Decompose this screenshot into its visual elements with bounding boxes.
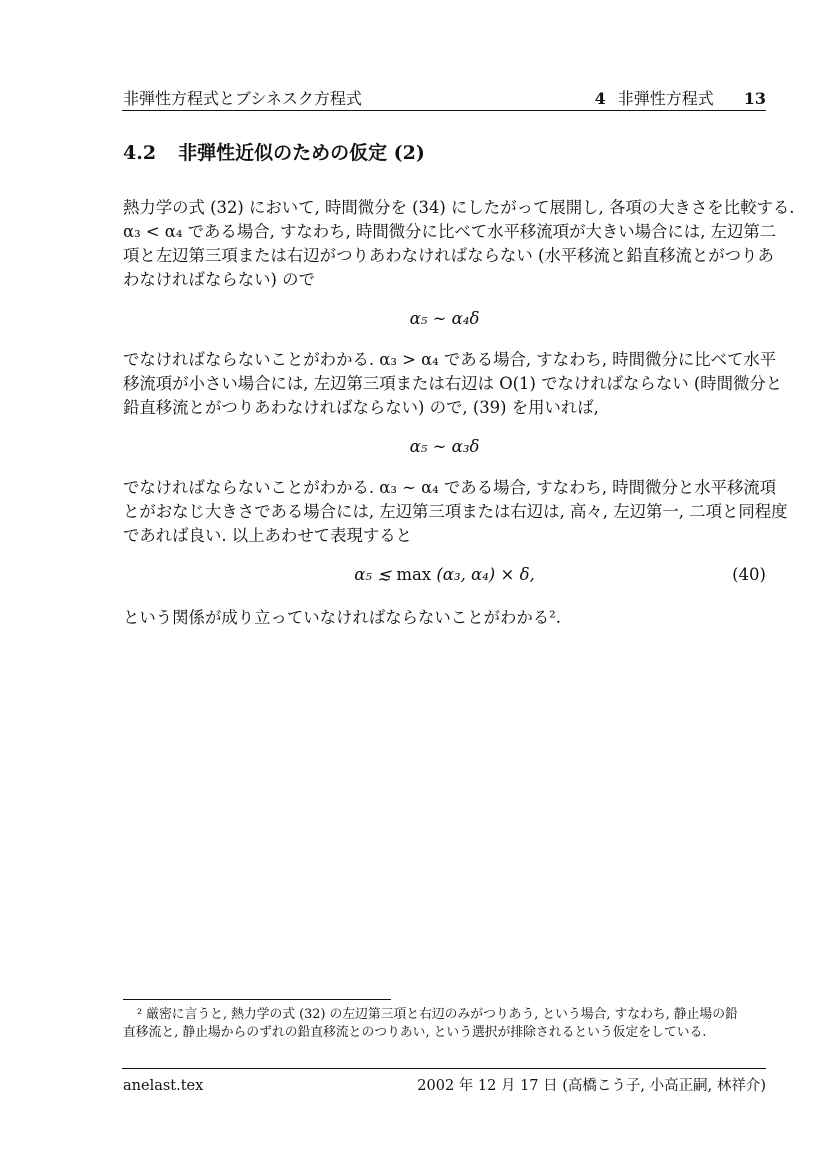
max-operator: max: [396, 565, 432, 584]
section-heading: [123, 138, 425, 165]
text-line: わなければならない) ので: [123, 270, 315, 289]
text-line: 鉛直移流とがつりあわなければならない) ので, (39) を用いれば,: [123, 398, 599, 417]
text-line: 熱力学の式 (32) において, 時間微分を (34) にしたがって展開し, 各項の大きさを比較する.: [123, 198, 795, 217]
equation-body: α₅ ∼ α₃δ: [409, 437, 480, 456]
text-line: でなければならないことがわかる. α₃ > α₄ である場合, すなわち, 時間微分に比べて水平: [123, 350, 777, 369]
running-title: 非弾性方程式とブシネスク方程式: [123, 89, 362, 108]
paragraph: [123, 196, 795, 292]
section-heading-number: 4.2: [123, 142, 157, 164]
footnote-line: 直移流と, 静止場からのずれの鉛直移流とのつりあい, という選択が排除されるという仮定をしている.: [123, 1024, 707, 1040]
footnote-rule: [123, 999, 391, 1000]
equation-number: (40): [732, 565, 766, 584]
text-line: とがおなじ大きさである場合には, 左辺第三項または右辺は, 高々, 左辺第一, 二項と同程度: [123, 502, 788, 521]
page-header: [123, 86, 766, 109]
header-section-number: 4: [594, 89, 606, 108]
footer-rule: [122, 1068, 766, 1069]
page-footer: [123, 1074, 766, 1095]
footnote-line: ² 厳密に言うと, 熱力学の式 (32) の左辺第三項と右辺のみがつりあう, という場合, すなわち, 静止場の鉛: [137, 1007, 738, 1022]
footnote: [123, 999, 766, 1041]
display-equation: [123, 434, 766, 460]
paragraph: [123, 606, 766, 630]
equation-body: α₅ ∼ α₄δ: [409, 309, 480, 328]
header-page-number: 13: [743, 89, 766, 108]
text-line: でなければならないことがわかる. α₃ ∼ α₄ である場合, すなわち, 時間微分と水平移流項: [123, 478, 777, 497]
header-right: [595, 86, 766, 109]
paragraph: [123, 348, 783, 420]
section-heading-title: 非弾性近似のための仮定 (2): [178, 142, 425, 164]
footer-date-authors: 2002 年 12 月 17 日 (高橋こう子, 小高正嗣, 林祥介): [417, 1078, 766, 1094]
text-line: という関係が成り立っていなければならないことがわかる².: [123, 608, 561, 627]
text-line: 項と左辺第三項または右辺がつりあわなければならない (水平移流と鉛直移流とがつりあ: [123, 246, 774, 265]
body-text: [123, 196, 795, 630]
display-equation-numbered: [123, 562, 766, 588]
display-equation: [123, 306, 766, 332]
text-line: 移流項が小さい場合には, 左辺第三項または右辺は O(1) でなければならない (時間微分と: [123, 374, 783, 393]
paragraph: [123, 476, 788, 548]
text-line: であれば良い. 以上あわせて表現すると: [123, 526, 413, 545]
equation-body: α₅ ≲ max (α₃, α₄) × δ,: [354, 565, 535, 584]
header-section-title: 非弾性方程式: [617, 89, 714, 108]
footer-filename: anelast.tex: [123, 1078, 204, 1094]
text-line: α₃ < α₄ である場合, すなわち, 時間微分に比べて水平移流項が大きい場合には, 左辺第二: [123, 222, 777, 241]
header-rule: [122, 110, 766, 111]
